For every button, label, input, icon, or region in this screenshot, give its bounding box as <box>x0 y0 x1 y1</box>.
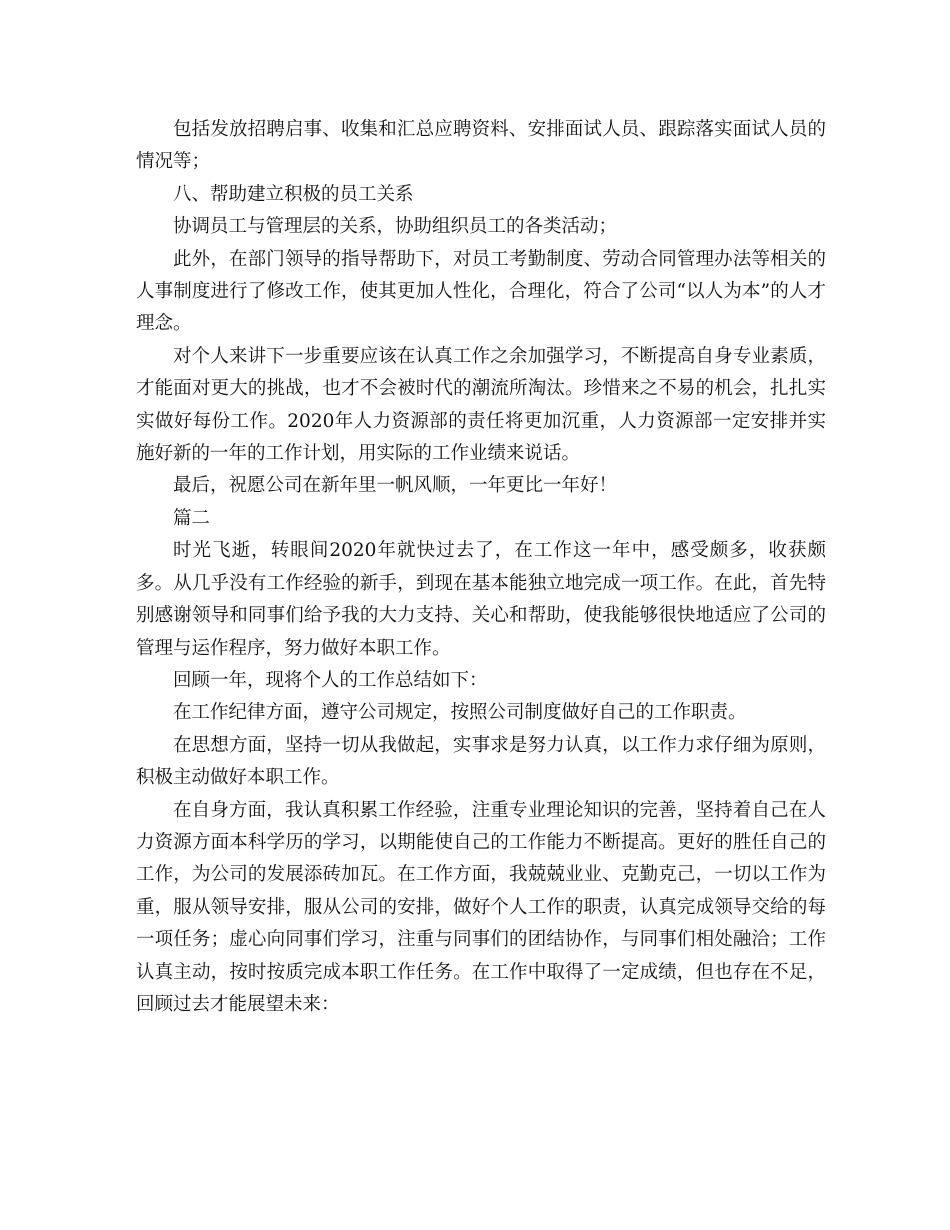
paragraph-thinking: 在思想方面，坚持一切从我做起，实事求是努力认真，以工作力求仔细为原则，积极主动做好本职工作。 <box>136 734 826 789</box>
document-body <box>136 114 826 1021</box>
paragraph-recruitment-tasks: 包括发放招聘启事、收集和汇总应聘资料、安排面试人员、跟踪落实面试人员的情况等； <box>136 119 826 173</box>
paragraph-work-discipline: 在工作纪律方面，遵守公司规定，按照公司制度做好自己的工作职责。 <box>173 702 747 724</box>
section-heading-employee-relations: 八、帮助建立积极的员工关系 <box>173 183 414 205</box>
paragraph-system-revision: 此外，在部门领导的指导帮助下，对员工考勤制度、劳动合同管理办法等相关的人事制度进行了修改工作，使其更加人性化，合理化，符合了公司“以人为本”的人才理念。 <box>136 248 826 335</box>
paragraph-summary-lead: 回顾一年，现将个人的工作总结如下： <box>173 669 488 691</box>
paragraph-year-review-intro: 时光飞逝，转眼间2020年就快过去了，在工作这一年中，感受颇多，收获颇多。从几乎没有工作经验的新手，到现在基本能独立地完成一项工作。在此，首先特别感谢领导和同事们给予我的大力支持、关心和帮助，使我能够很快地适应了公司的管理与运作程序，努力做好本职工作。 <box>136 540 826 659</box>
paragraph-self-development: 在自身方面，我认真积累工作经验，注重专业理论知识的完善，坚持着自己在人力资源方面本科学历的学习，以期能使自己的工作能力不断提高。更好的胜任自己的工作，为公司的发展添砖加瓦。在工作方面，我兢兢业业、克勤克己，一切以工作为重，服从领导安排，服从公司的安排，做好个人工作的职责，认真完成领导交给的每一项任务；虚心向同事们学习，注重与同事们的团结协作，与同事们相处融洽；工作认真主动，按时按质完成本职工作任务。在工作中取得了一定成绩，但也存在不足，回顾过去才能展望未来： <box>136 799 826 1015</box>
section-heading-part-two: 篇二 <box>173 507 211 529</box>
paragraph-coordinate-relations: 协调员工与管理层的关系，协助组织员工的各类活动； <box>173 216 618 238</box>
paragraph-personal-plan: 对个人来讲下一步重要应该在认真工作之余加强学习，不断提高自身专业素质，才能面对更大的挑战，也才不会被时代的潮流所淘汰。珍惜来之不易的机会，扎扎实实做好每份工作。2020年人力资源部的责任将更加沉重，人力资源部一定安排并实施好新的一年的工作计划，用实际的工作业绩来说话。 <box>136 345 826 465</box>
paragraph-closing-wish: 最后，祝愿公司在新年里一帆风顺，一年更比一年好！ <box>173 475 618 497</box>
